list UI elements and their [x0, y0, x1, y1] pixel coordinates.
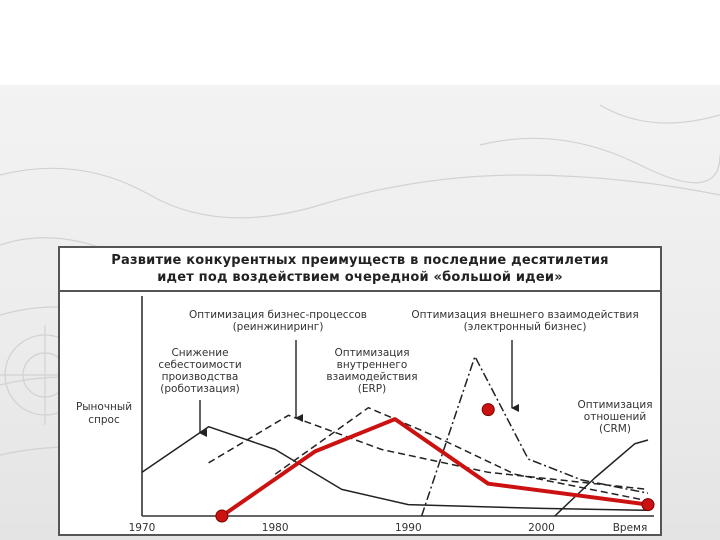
- highlight-marker: [482, 404, 494, 416]
- annotation-bpr: Оптимизация бизнес-процессов: [189, 309, 367, 321]
- x-axis-label: Время: [612, 522, 648, 534]
- x-tick-label: 1990: [394, 522, 422, 534]
- highlight-marker: [216, 510, 228, 522]
- chart-figure: [58, 246, 662, 536]
- annotation-cost: себестоимости: [158, 359, 242, 371]
- annotation-crm: отношений: [583, 411, 647, 423]
- y-axis-label: Рыночный: [75, 401, 133, 413]
- annotation-cost: (роботизация): [160, 383, 240, 395]
- highlight-marker: [642, 499, 654, 511]
- chart-plot: [60, 248, 660, 534]
- annotation-cost: Снижение: [171, 347, 229, 359]
- y-axis-label: спрос: [88, 414, 120, 426]
- annotation-erp: взаимодействия: [326, 371, 418, 383]
- annotation-erp: Оптимизация: [334, 347, 410, 359]
- annotation-ebiz: Оптимизация внешнего взаимодействия: [411, 309, 639, 321]
- annotation-erp: внутреннего: [336, 359, 408, 371]
- annotation-crm: (CRM): [599, 423, 631, 435]
- chart-title-line2: идет под воздействием очередной «большой идеи»: [157, 270, 563, 285]
- annotation-ebiz: (электронный бизнес): [463, 321, 587, 333]
- x-tick-label: 1980: [261, 522, 289, 534]
- series-line-ebiz: [422, 356, 648, 516]
- annotation-bpr: (реинжиниринг): [232, 321, 324, 333]
- x-tick-label: 2000: [528, 522, 555, 534]
- series-line-cost: [142, 427, 648, 511]
- annotation-erp: (ERP): [357, 383, 387, 395]
- annotation-crm: Оптимизация: [577, 399, 653, 411]
- series-line-highlight: [222, 419, 648, 516]
- chart-title-line1: Развитие конкурентных преимуществ в последние десятилетия: [111, 253, 609, 268]
- annotation-cost: производства: [161, 371, 239, 383]
- x-tick-label: 1970: [128, 522, 156, 534]
